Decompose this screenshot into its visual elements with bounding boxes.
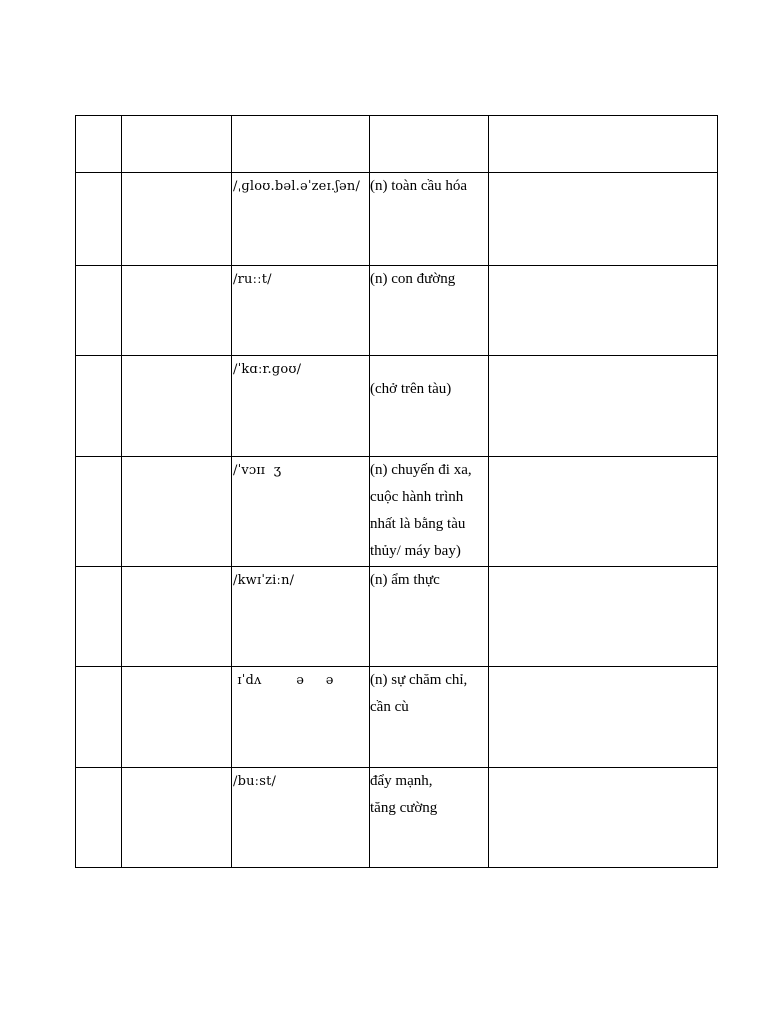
word-cell — [122, 457, 232, 567]
word-cell — [122, 667, 232, 768]
example-cell — [489, 266, 718, 356]
ipa-cell — [232, 768, 370, 868]
number-cell — [76, 667, 122, 768]
header-cell — [122, 116, 232, 173]
number-cell — [76, 567, 122, 667]
example-cell — [489, 667, 718, 768]
table-row — [76, 356, 718, 457]
ipa-text: /ˌɡloʊ.bəl.əˈzeɪ.ʃən/ — [233, 179, 361, 194]
number-cell — [76, 356, 122, 457]
ipa-cell — [232, 356, 370, 457]
word-cell — [122, 567, 232, 667]
meaning-text: (chở trên tàu) — [370, 381, 452, 397]
meaning-cell: (n) sự chăm chỉ, cần cù — [370, 667, 489, 768]
meaning-cell: (n) con đường — [370, 266, 489, 356]
ipa-cell — [232, 567, 370, 667]
word-cell — [122, 173, 232, 266]
table-row — [76, 667, 718, 768]
word-cell — [122, 266, 232, 356]
number-cell — [76, 457, 122, 567]
number-cell — [76, 768, 122, 868]
word-cell — [122, 768, 232, 868]
meaning-cell: (n) toàn cầu hóa — [370, 173, 489, 266]
word-cell — [122, 356, 232, 457]
vocabulary-table — [75, 115, 718, 868]
example-cell — [489, 457, 718, 567]
example-cell — [489, 356, 718, 457]
ipa-cell — [232, 173, 370, 266]
ipa-cell — [232, 667, 370, 768]
example-cell — [489, 173, 718, 266]
meaning-cell: (n) ẩm thực — [370, 567, 489, 667]
ipa-text: ɪˈdʌ ə ə — [233, 673, 334, 688]
header-cell — [489, 116, 718, 173]
ipa-cell — [232, 266, 370, 356]
table-row — [76, 173, 718, 266]
meaning-cell: đẩy mạnh, tăng cường — [370, 768, 489, 868]
ipa-text: /kwɪˈziːn/ — [233, 573, 295, 588]
table-header-row — [76, 116, 718, 173]
example-cell — [489, 768, 718, 868]
number-cell — [76, 173, 122, 266]
ipa-text: /buːst/ — [233, 774, 277, 789]
number-cell — [76, 266, 122, 356]
ipa-text: /ˈvɔɪɪ ʒ — [233, 463, 282, 478]
meaning-cell: (n) chuyến đi xa, cuộc hành trình nhất là bằng tàu thủy/ máy bay) — [370, 457, 489, 567]
header-cell — [370, 116, 489, 173]
meaning-cell — [370, 356, 489, 457]
ipa-cell — [232, 457, 370, 567]
spacer — [370, 356, 488, 376]
header-cell — [232, 116, 370, 173]
ipa-text: /ruːːt/ — [233, 272, 272, 287]
table-row — [76, 768, 718, 868]
ipa-text: /ˈkɑːr.ɡoʊ/ — [233, 362, 302, 377]
header-cell — [76, 116, 122, 173]
table-row — [76, 567, 718, 667]
table-row — [76, 266, 718, 356]
example-cell — [489, 567, 718, 667]
table-row — [76, 457, 718, 567]
